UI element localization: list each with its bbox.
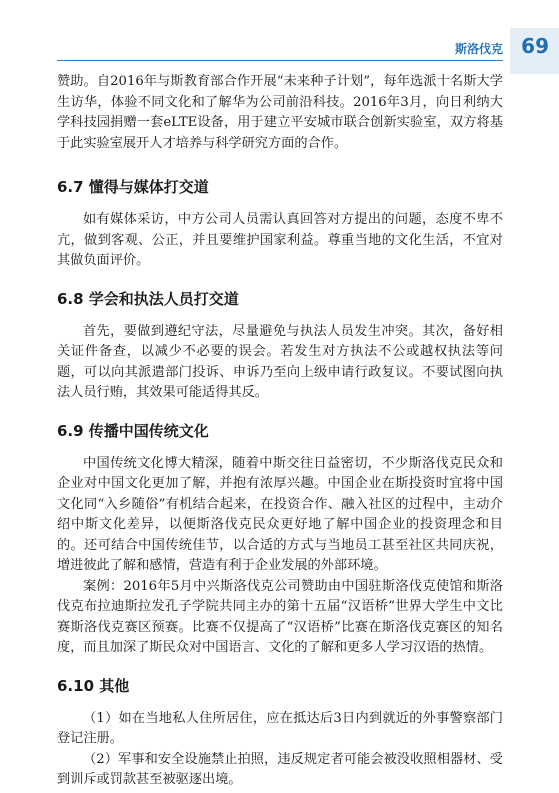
section-heading-6-8: 6.8 学会和执法人员打交道 <box>57 289 239 308</box>
intro-paragraph: 赞助。自2016年与斯教育部合作开展“未来种子计划”，每年选派十名斯大学生访华，体验不同文化和了解华为公司前沿科技。2016年3月，向日利纳大学科技园捐赠一套eLTE设备，用于建立平安城市联合创新实验室，双方将基于此实验室展开人才培养与科学研究方面的合作。 <box>57 74 503 151</box>
paragraph-6-10-item-1: （1）如在当地私人住所居住，应在抵达后3日内到就近的外事警察部门登记注册。 <box>57 710 503 746</box>
page-body <box>57 72 503 791</box>
paragraph-6-10-item-2: （2）军事和安全设施禁止拍照，违反规定者可能会被没收照相器材、受到训斥或罚款甚至被驱逐出境。 <box>57 751 503 787</box>
page-number: 69 <box>521 34 549 58</box>
section-heading-6-7: 6.7 懂得与媒体打交道 <box>57 178 209 196</box>
paragraph-6-9: 中国传统文化博大精深，随着中斯交往日益密切，不少斯洛伐克民众和企业对中国文化更加了解，并抱有浓厚兴趣。中国企业在斯投资时宜将中国文化同“入乡随俗”有机结合起来，在投资合作、融入社区的过程中，主动介绍中斯文化差异，以便斯洛伐克民众更好地了解中国企业的投资理念和目的。还可结合中国传统佳节，以合适的方式与当地员工甚至社区共同庆祝，增进彼此了解和感情，营造有利于企业发展的外部环境。 <box>57 455 503 573</box>
paragraph-6-9-case: 案例：2016年5月中兴斯洛伐克公司赞助由中国驻斯洛伐克使馆和斯洛伐克布拉迪斯拉发孔子学院共同主办的第十五届“汉语桥”世界大学生中文比赛斯洛伐克赛区预赛。比赛不仅提高了“汉语桥”比赛在斯洛伐克赛区的知名度，而且加深了斯民众对中国语言、文化的了解和更多人学习汉语的热情。 <box>57 578 503 655</box>
paragraph-6-7: 如有媒体采访，中方公司人员需认真回答对方提出的问题，态度不卑不亢，做到客观、公正，并且要维护国家利益。尊重当地的文化生活，不宜对其做负面评价。 <box>57 212 503 268</box>
section-heading-6-10: 6.10 其他 <box>57 676 130 695</box>
paragraph-6-8: 首先，要做到遵纪守法，尽量避免与执法人员发生冲突。其次，备好相关证件备查，以减少不必要的误会。若发生对方执法不公或越权执法等问题，可以向其派遣部门投诉、申诉乃至向上级申请行政复议。不要试图向执法人员行贿，其效果可能适得其反。 <box>57 323 503 400</box>
running-title: 斯洛伐克 <box>454 42 503 56</box>
header-rule <box>57 60 503 61</box>
section-heading-6-9: 6.9 传播中国传统文化 <box>57 421 209 440</box>
